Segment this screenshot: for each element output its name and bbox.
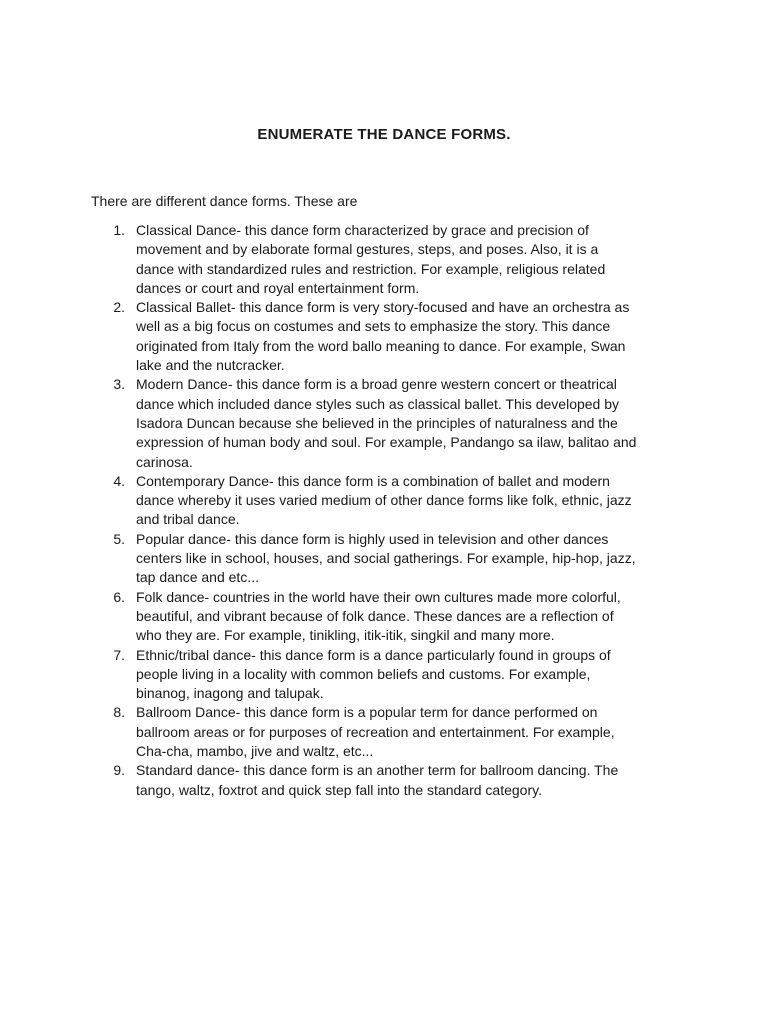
list-item-text-line: tap dance and etc...: [136, 569, 259, 586]
list-item-text-line: movement and by elaborate formal gestures, steps, and poses. Also, it is a: [136, 241, 599, 258]
list-item: [91, 646, 691, 704]
list-item-number: 9.: [113, 762, 125, 779]
list-item-text-line: Popular dance- this dance form is highly used in television and other dances: [136, 530, 609, 547]
list-item-text-line: dance whereby it uses varied medium of other dance forms like folk, ethnic, jazz: [136, 492, 632, 509]
list-item-text-line: well as a big focus on costumes and sets to emphasize the story. This dance: [136, 318, 611, 335]
page-title: ENUMERATE THE DANCE FORMS.: [257, 126, 511, 143]
list-item-text-line: dance with standardized rules and restriction. For example, religious related: [136, 260, 606, 277]
list-item-text-line: Contemporary Dance- this dance form is a combination of ballet and modern: [136, 472, 610, 489]
list-item-text-line: people living in a locality with common beliefs and customs. For example,: [136, 665, 591, 682]
list-item: [91, 530, 691, 588]
list-item-text-line: tango, waltz, foxtrot and quick step fall into the standard category.: [136, 781, 542, 798]
list-item-text-line: beautiful, and vibrant because of folk dance. These dances are a reflection of: [136, 607, 614, 624]
list-item: [91, 221, 691, 298]
list-item-text-line: and tribal dance.: [136, 511, 240, 528]
list-item-number: 7.: [113, 646, 125, 663]
list-item-text-line: dances or court and royal entertainment form.: [136, 279, 420, 296]
list-item: [91, 375, 691, 471]
dance-forms-list: [91, 221, 691, 800]
list-item-text-line: ballroom areas or for purposes of recreation and entertainment. For example,: [136, 723, 615, 740]
list-item-text-line: binanog, inagong and talupak.: [136, 685, 324, 702]
list-item-number: 1.: [113, 222, 125, 238]
list-item: [91, 298, 691, 375]
list-item-number: 3.: [113, 376, 125, 393]
list-item-text-line: Ballroom Dance- this dance form is a popular term for dance performed on: [136, 704, 598, 721]
list-item-number: 2.: [113, 299, 125, 316]
list-item-number: 6.: [113, 588, 125, 605]
list-item-text-line: expression of human body and soul. For example, Pandango sa ilaw, balitao and: [136, 434, 637, 451]
list-item-text-line: Ethnic/tribal dance- this dance form is a dance particularly found in groups of: [136, 646, 611, 663]
list-item: [91, 703, 691, 761]
list-item-text-line: originated from Italy from the word ballo meaning to dance. For example, Swan: [136, 337, 626, 354]
list-item-text-line: Modern Dance- this dance form is a broad genre western concert or theatrical: [136, 376, 617, 393]
list-item-text-line: Classical Dance- this dance form characterized by grace and precision of: [136, 222, 589, 238]
list-item: [91, 472, 691, 530]
list-item-text-line: who they are. For example, tinikling, itik-itik, singkil and many more.: [136, 627, 555, 644]
list-item-text-line: Cha-cha, mambo, jive and waltz, etc...: [136, 743, 374, 760]
list-item-text-line: carinosa.: [136, 453, 193, 470]
list-item-text-line: Folk dance- countries in the world have their own cultures made more colorful,: [136, 588, 621, 605]
list-item-text-line: Isadora Duncan because she believed in the principles of naturalness and the: [136, 414, 618, 431]
list-item: [91, 761, 691, 800]
list-item-text-line: Classical Ballet- this dance form is very story-focused and have an orchestra as: [136, 299, 630, 316]
list-item-text-line: dance which included dance styles such as classical ballet. This developed by: [136, 395, 620, 412]
list-item-number: 8.: [113, 704, 125, 721]
list-item-text-line: centers like in school, houses, and social gatherings. For example, hip-hop, jazz,: [136, 550, 636, 567]
list-item-number: 5.: [113, 530, 125, 547]
intro-paragraph: There are different dance forms. These are: [91, 193, 358, 209]
list-item-text-line: Standard dance- this dance form is an another term for ballroom dancing. The: [136, 762, 619, 779]
list-item-text-line: lake and the nutcracker.: [136, 357, 285, 374]
list-item-number: 4.: [113, 472, 125, 489]
list-item: [91, 588, 691, 646]
